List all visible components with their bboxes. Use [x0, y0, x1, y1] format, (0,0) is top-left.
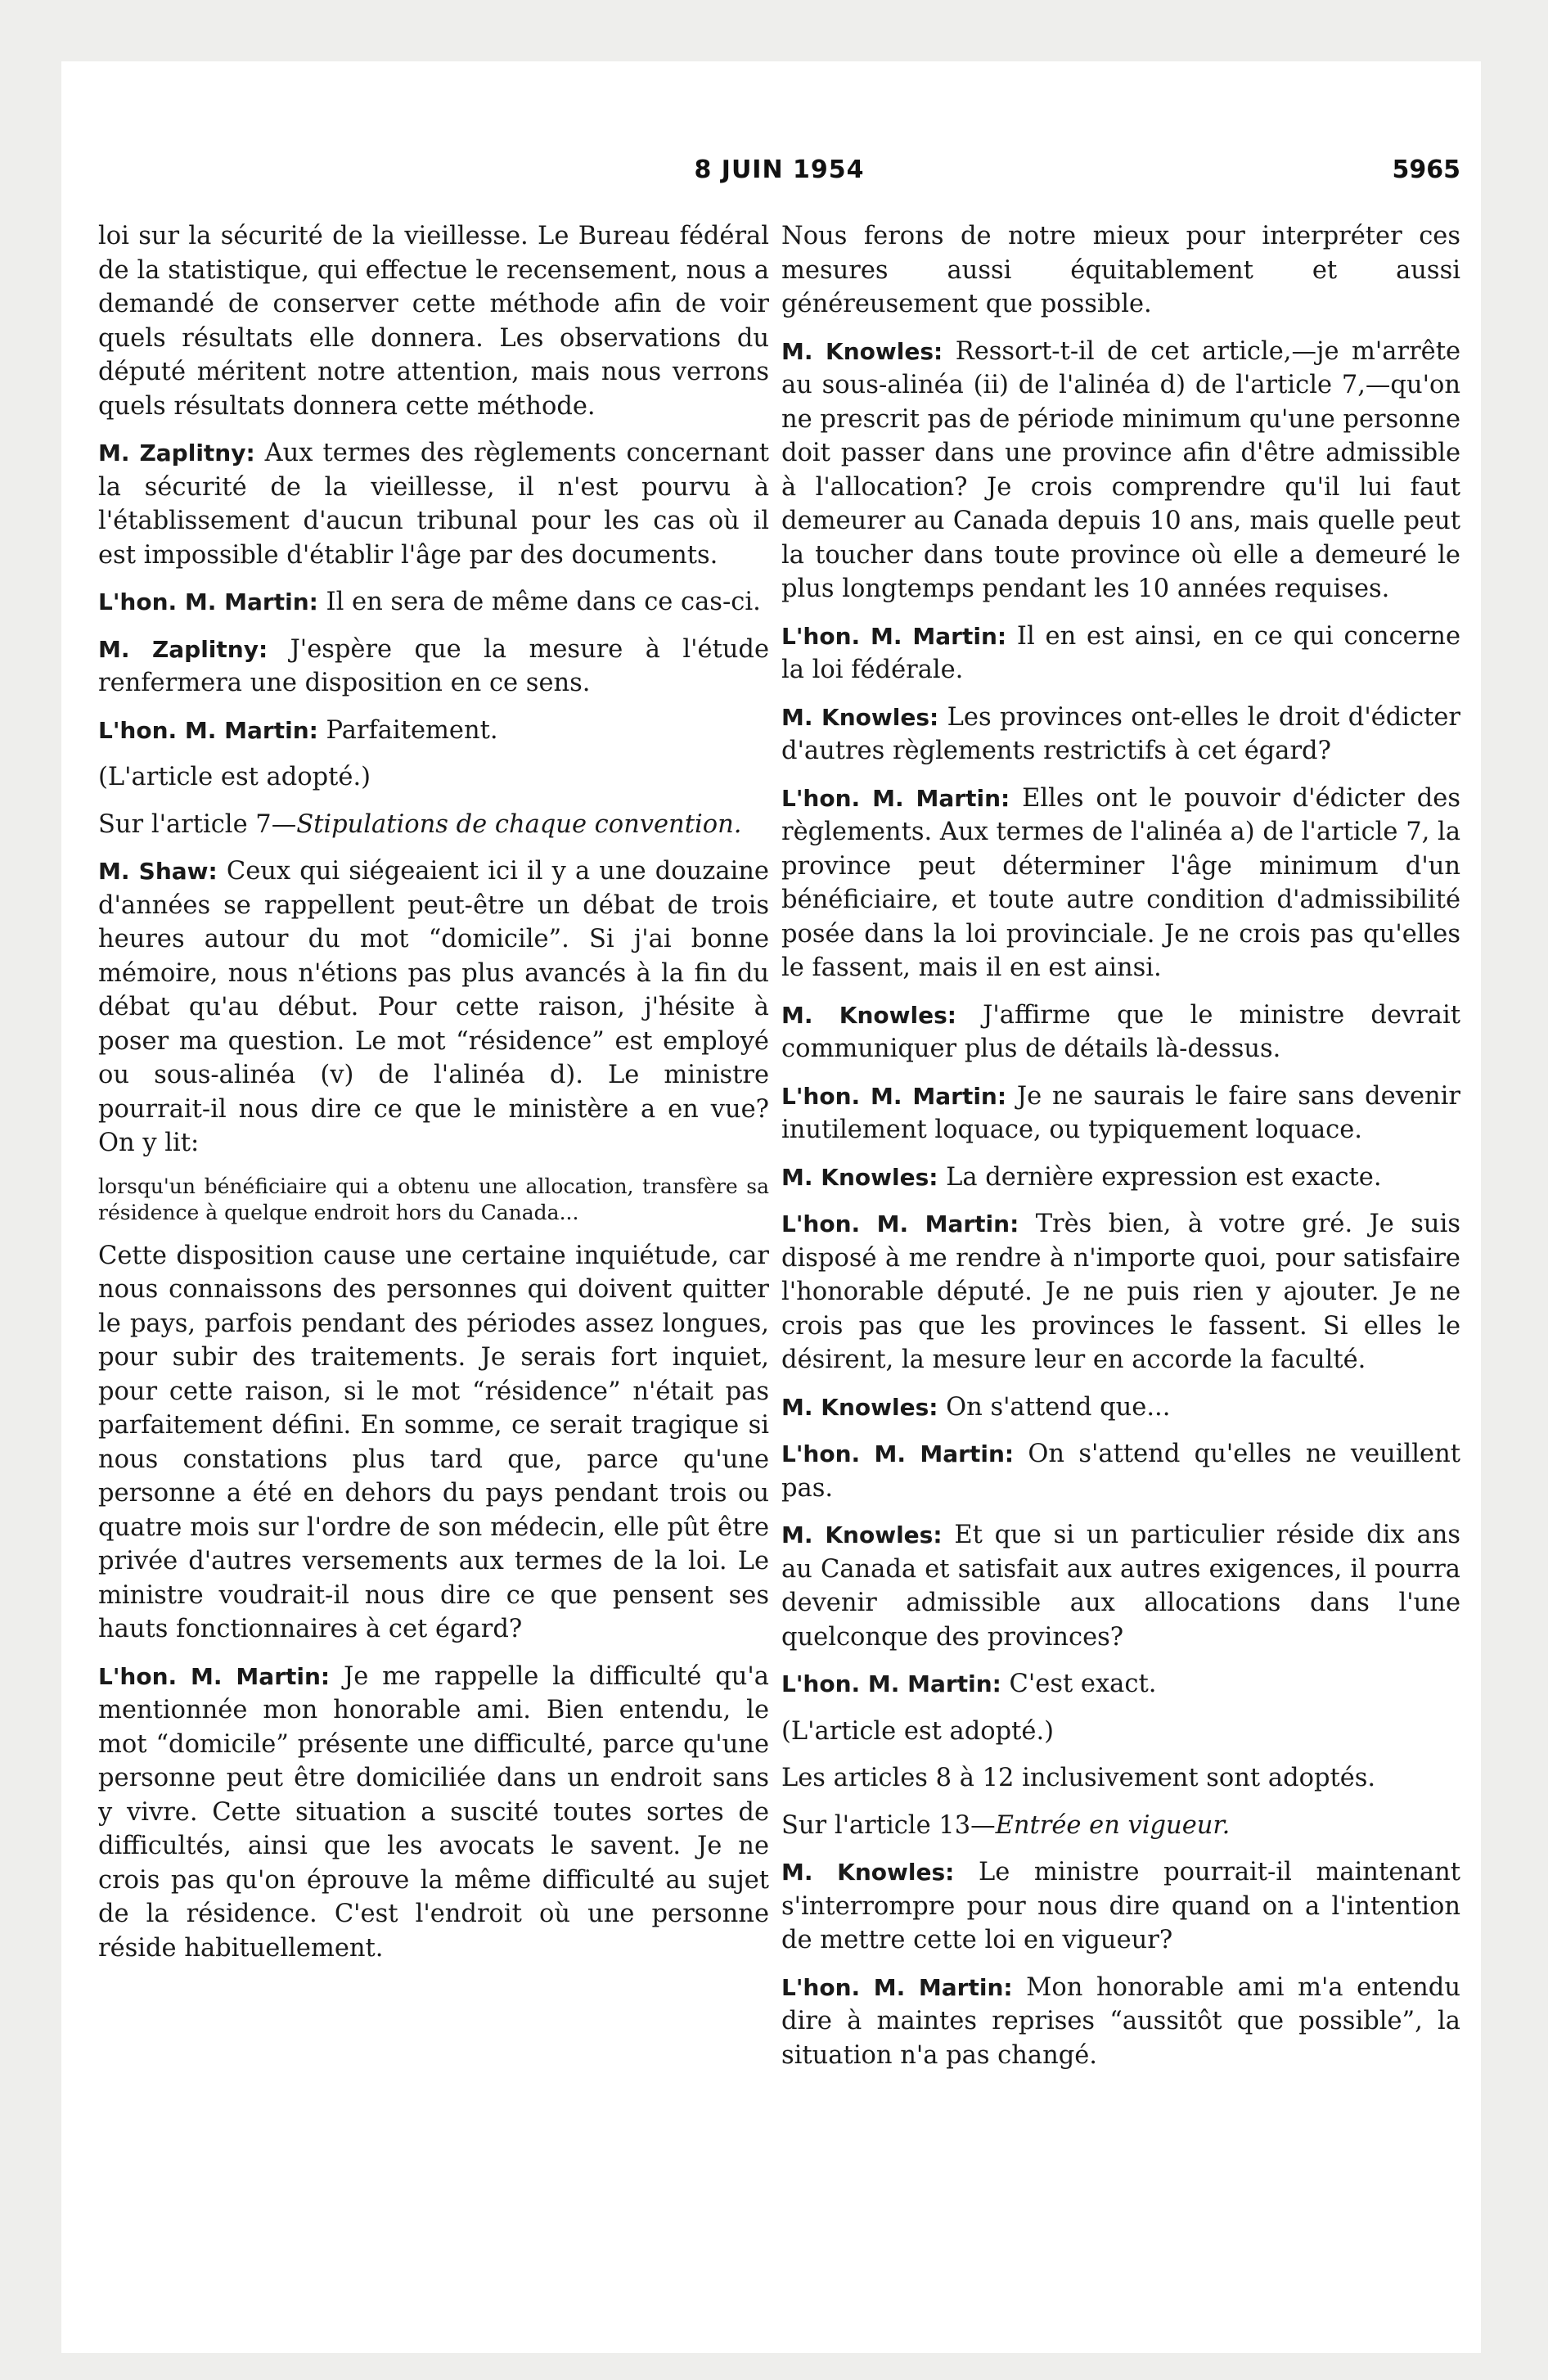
page-number: 5965 [1392, 156, 1460, 184]
paragraph [781, 219, 1460, 322]
speaker-name: M. Shaw: [98, 858, 218, 885]
paragraph [98, 808, 769, 842]
speech-paragraph [98, 633, 769, 701]
paragraph [781, 1809, 1460, 1843]
speaker-name: L'hon. M. Martin: [781, 1210, 1019, 1237]
speaker-name: L'hon. M. Martin: [781, 622, 1007, 650]
speech-paragraph [781, 998, 1460, 1066]
paragraph-text: lorsqu'un bénéficiaire qui a obtenu une allocation, transfère sa résidence à quelque endroit hors du Canada... [98, 1174, 769, 1224]
speaker-name: M. Knowles: [781, 1393, 938, 1421]
speaker-name: M. Knowles: [781, 1163, 938, 1191]
paragraph-text: Il en sera de même dans ce cas-ci. [326, 588, 761, 616]
paragraph-text: Cette disposition cause une certaine inquiétude, car nous connaissons des personnes qui doivent quitter le pays, parfois pendant des périodes assez longues, pour subir des traitements. Je serais fort inquiet, pour cette raison, si le mot “résidence” n'était pas parfaitement défini. En somme, ce serait tragique si nous constations plus tard que, parce qu'une personne a été en dehors du pays pendant trois ou quatre mois sur l'ordre de son médecin, elle pût être privée d'autres versements aux termes de la loi. Le ministre voudrait-il nous dire ce que pensent ses hauts fonctionnaires à cet égard? [98, 1241, 769, 1643]
paragraph-text: Aux termes des règlements concernant la sécurité de la vieillesse, il n'est pourvu à l'établissement d'aucun tribunal pour les cas où il est impossible d'établir l'âge par des documents. [98, 439, 769, 570]
paragraph-text: loi sur la sécurité de la vieillesse. Le Bureau fédéral de la statistique, qui effectue le recensement, nous a demandé de conserver cette méthode afin de voir quels résultats elle donnera. Les observations du député méritent notre attention, mais nous verrons quels résultats donnera cette méthode. [98, 222, 769, 421]
speaker-name: M. Knowles: [781, 1859, 955, 1886]
paragraph-text: Je ne saurais le faire sans devenir inutilement loquace, ou typiquement loquace. [781, 1081, 1460, 1144]
speaker-name: L'hon. M. Martin: [781, 1670, 1001, 1697]
paragraph-text: On s'attend que... [946, 1392, 1171, 1422]
speech-paragraph [98, 436, 769, 572]
speech-paragraph [781, 782, 1460, 985]
paragraph-text: Mon honorable ami m'a entendu dire à maintes reprises “aussitôt que possible”, la situation n'a pas changé. [781, 1972, 1460, 2070]
speaker-name: M. Knowles: [781, 1521, 943, 1548]
paragraph-text: Sur l'article 13— [781, 1810, 996, 1840]
paragraph [98, 760, 769, 795]
paragraph-text: Les articles 8 à 12 inclusivement sont adoptés. [781, 1764, 1376, 1792]
paragraph-text: (L'article est adopté.) [98, 763, 371, 791]
speaker-name: L'hon. M. Martin: [781, 1440, 1015, 1467]
speech-paragraph [781, 701, 1460, 769]
paragraph-text: On s'attend qu'elles ne veuillent pas. [781, 1440, 1460, 1503]
page-date: 8 JUIN 1954 [694, 156, 865, 184]
paragraph-text: Les provinces ont-elles le droit d'édicter d'autres règlements restrictifs à cet égard? [781, 702, 1460, 765]
paragraph-text: Le ministre pourrait-il maintenant s'interrompre pour nous dire quand on a l'intention de mettre cette loi en vigueur? [781, 1858, 1460, 1954]
page-header [98, 156, 1460, 193]
paragraph [781, 1715, 1460, 1749]
speaker-name: L'hon. M. Martin: [781, 1973, 1013, 2001]
speaker-name: M. Knowles: [781, 337, 943, 365]
italic-heading: Stipulations de chaque convention. [296, 809, 742, 839]
speech-paragraph [98, 854, 769, 1161]
paragraph-text: Ressort-t-il de cet article,—je m'arrête au sous-alinéa (ii) de l'alinéa d) de l'article 7,—qu'on ne prescrit pas de période minimum qu'une personne doit passer dans une province afin d'être admissible à l'allocation? Je crois comprendre qu'il lui faut demeurer au Canada depuis 10 ans, mais quelle peut la toucher dans toute province où elle a demeuré le plus longtemps pendant les 10 années requises. [781, 336, 1461, 603]
block-quote [98, 1174, 769, 1226]
paragraph-text: Très bien, à votre gré. Je suis disposé à me rendre à n'importe quoi, pour satisfaire l'honorable député. Je ne puis rien y ajouter. Je ne crois pas que les provinces le fassent. Si elles le désirent, la mesure leur en accorde la faculté. [781, 1210, 1460, 1374]
paragraph-text: C'est exact. [1009, 1670, 1157, 1698]
speaker-name: M. Zaplitny: [98, 635, 268, 663]
speaker-name: L'hon. M. Martin: [781, 1082, 1007, 1110]
speaker-name: M. Knowles: [781, 703, 939, 731]
speech-paragraph [781, 1391, 1460, 1425]
speech-paragraph [98, 714, 769, 748]
speech-paragraph [781, 1437, 1460, 1505]
paragraph-text: Je me rappelle la difficulté qu'a mentionnée mon honorable ami. Bien entendu, le mot “domicile” présente une difficulté, parce qu'une personne peut être domiciliée dans un endroit sans y vivre. Cette situation a suscité toutes sortes de difficultés, ainsi que les avocats le savent. Je ne crois pas qu'on éprouve la même difficulté au sujet de la résidence. C'est l'endroit où une personne réside habituellement. [98, 1661, 769, 1963]
speech-paragraph [781, 1161, 1460, 1195]
speaker-name: L'hon. M. Martin: [781, 784, 1010, 812]
paragraph-text: Sur l'article 7— [98, 809, 297, 839]
paragraph [98, 219, 769, 423]
paragraph-text: Et que si un particulier réside dix ans au Canada et satisfait aux autres exigences, il pourra devenir admissible aux allocations dans l'une quelconque des provinces? [781, 1521, 1461, 1652]
right-column [781, 219, 1460, 2085]
speech-paragraph [781, 1518, 1460, 1654]
paragraph-text: J'affirme que le ministre devrait communiquer plus de détails là-dessus. [781, 1000, 1460, 1063]
speech-paragraph [98, 585, 769, 620]
italic-heading: Entrée en vigueur. [995, 1810, 1231, 1840]
speaker-name: L'hon. M. Martin: [98, 588, 318, 615]
speech-paragraph [781, 620, 1460, 687]
speaker-name: L'hon. M. Martin: [98, 716, 318, 744]
speaker-name: M. Knowles: [781, 1001, 956, 1029]
paragraph [781, 1761, 1460, 1796]
speech-paragraph [781, 1667, 1460, 1702]
paragraph-text: Il en est ainsi, en ce qui concerne la loi fédérale. [781, 621, 1460, 684]
speech-paragraph [781, 335, 1460, 606]
paragraph-text: Parfaitement. [326, 715, 498, 745]
speech-paragraph [781, 1080, 1460, 1147]
speech-paragraph [98, 1660, 769, 1966]
speaker-name: L'hon. M. Martin: [98, 1662, 331, 1690]
paragraph [98, 1239, 769, 1647]
speech-paragraph [781, 1855, 1460, 1958]
paragraph-text: J'espère que la mesure à l'étude renfermera une disposition en ce sens. [98, 634, 769, 697]
speaker-name: M. Zaplitny: [98, 439, 255, 467]
paragraph-text: Elles ont le pouvoir d'édicter des règlements. Aux termes de l'alinéa a) de l'article 7, la province peut déterminer l'âge minimum d'un bénéficiaire, et toute autre condition d'admissibilité posée dans la loi provinciale. Je ne crois pas qu'elles le fassent, mais il en est ainsi. [781, 783, 1460, 982]
paragraph-text: La dernière expression est exacte. [946, 1162, 1382, 1192]
paragraph-text: (L'article est adopté.) [781, 1716, 1055, 1746]
speech-paragraph [781, 1971, 1460, 2073]
speech-paragraph [781, 1207, 1460, 1377]
paragraph-text: Ceux qui siégeaient ici il y a une douzaine d'années se rappellent peut-être un débat de trois heures autour du mot “domicile”. Si j'ai bonne mémoire, nous n'étions pas plus avancés à la fin du débat qu'au début. Pour cette raison, j'hésite à poser ma question. Le mot “résidence” est employé ou sous-alinéa (v) de l'alinéa d). Le ministre pourrait-il nous dire ce que le ministère a en vue? On y lit: [98, 857, 769, 1157]
left-column [98, 219, 769, 1978]
paragraph-text: Nous ferons de notre mieux pour interpréter ces mesures aussi équitablement et aussi généreusement que possible. [781, 222, 1460, 318]
